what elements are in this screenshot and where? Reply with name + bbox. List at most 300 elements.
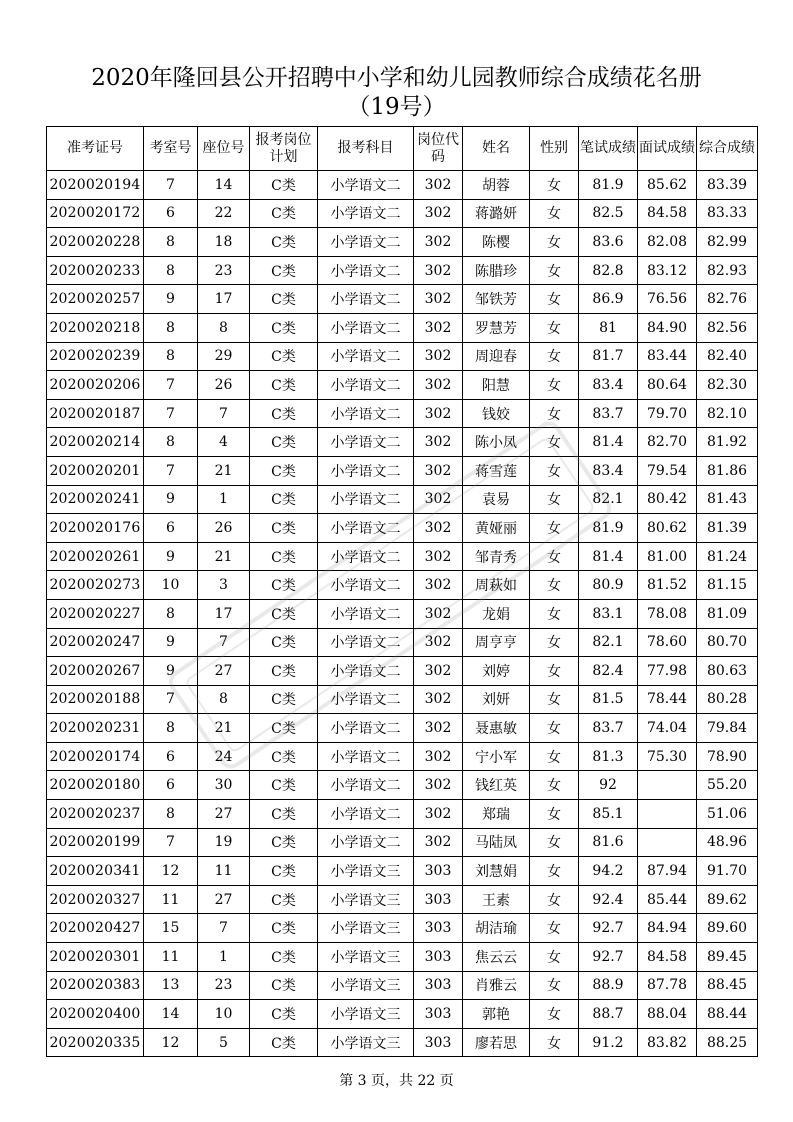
cell-seat: 14 xyxy=(198,171,250,200)
cell-plan: C类 xyxy=(250,514,318,543)
cell-name: 周萩如 xyxy=(463,571,530,600)
cell-gender: 女 xyxy=(530,828,579,857)
cell-total-score: 89.60 xyxy=(697,914,758,943)
cell-gender: 女 xyxy=(530,714,579,743)
cell-post-code: 303 xyxy=(414,914,463,943)
cell-total-score: 88.45 xyxy=(697,971,758,1000)
cell-seat: 21 xyxy=(198,456,250,485)
cell-post-code: 303 xyxy=(414,971,463,1000)
cell-total-score: 88.25 xyxy=(697,1028,758,1057)
cell-subject: 小学语文二 xyxy=(318,485,414,514)
header-seat: 座位号 xyxy=(198,127,250,171)
cell-post-code: 302 xyxy=(414,399,463,428)
cell-interview-score: 85.62 xyxy=(638,171,697,200)
cell-interview-score xyxy=(638,828,697,857)
cell-plan: C类 xyxy=(250,399,318,428)
cell-subject: 小学语文二 xyxy=(318,657,414,686)
cell-plan: C类 xyxy=(250,313,318,342)
cell-post-code: 302 xyxy=(414,313,463,342)
cell-plan: C类 xyxy=(250,371,318,400)
cell-subject: 小学语文二 xyxy=(318,742,414,771)
cell-subject: 小学语文二 xyxy=(318,342,414,371)
cell-post-code: 302 xyxy=(414,171,463,200)
cell-post-code: 302 xyxy=(414,571,463,600)
cell-total-score: 82.93 xyxy=(697,256,758,285)
cell-room: 14 xyxy=(144,1000,198,1029)
cell-exam-id: 2020020228 xyxy=(47,228,144,257)
table-row xyxy=(47,313,758,342)
cell-interview-score: 82.08 xyxy=(638,228,697,257)
cell-exam-id: 2020020187 xyxy=(47,399,144,428)
cell-exam-id: 2020020341 xyxy=(47,857,144,886)
cell-gender: 女 xyxy=(530,771,579,800)
cell-gender: 女 xyxy=(530,742,579,771)
cell-plan: C类 xyxy=(250,943,318,972)
cell-room: 7 xyxy=(144,371,198,400)
cell-room: 6 xyxy=(144,199,198,228)
cell-name: 钱红英 xyxy=(463,771,530,800)
cell-plan: C类 xyxy=(250,857,318,886)
cell-exam-id: 2020020237 xyxy=(47,800,144,829)
cell-seat: 19 xyxy=(198,828,250,857)
cell-interview-score: 76.56 xyxy=(638,285,697,314)
cell-subject: 小学语文二 xyxy=(318,228,414,257)
cell-interview-score: 84.58 xyxy=(638,199,697,228)
cell-gender: 女 xyxy=(530,428,579,457)
cell-room: 6 xyxy=(144,514,198,543)
cell-written-score: 92.7 xyxy=(579,943,638,972)
table-row xyxy=(47,828,758,857)
cell-plan: C类 xyxy=(250,256,318,285)
cell-written-score: 81 xyxy=(579,313,638,342)
cell-room: 8 xyxy=(144,714,198,743)
table-row xyxy=(47,285,758,314)
cell-subject: 小学语文二 xyxy=(318,800,414,829)
cell-written-score: 81.5 xyxy=(579,685,638,714)
cell-gender: 女 xyxy=(530,857,579,886)
table-row xyxy=(47,714,758,743)
cell-written-score: 83.4 xyxy=(579,371,638,400)
cell-name: 陈樱 xyxy=(463,228,530,257)
cell-written-score: 94.2 xyxy=(579,857,638,886)
table-row xyxy=(47,371,758,400)
cell-name: 蒋潞妍 xyxy=(463,199,530,228)
cell-written-score: 83.7 xyxy=(579,399,638,428)
table-row xyxy=(47,971,758,1000)
cell-gender: 女 xyxy=(530,685,579,714)
cell-seat: 23 xyxy=(198,971,250,1000)
cell-written-score: 80.9 xyxy=(579,571,638,600)
cell-room: 8 xyxy=(144,342,198,371)
cell-interview-score: 79.54 xyxy=(638,456,697,485)
cell-post-code: 303 xyxy=(414,1028,463,1057)
cell-total-score: 80.28 xyxy=(697,685,758,714)
cell-name: 邹铁芳 xyxy=(463,285,530,314)
cell-seat: 21 xyxy=(198,542,250,571)
cell-gender: 女 xyxy=(530,1028,579,1057)
cell-seat: 29 xyxy=(198,342,250,371)
table-row xyxy=(47,599,758,628)
cell-subject: 小学语文二 xyxy=(318,456,414,485)
cell-total-score: 91.70 xyxy=(697,857,758,886)
cell-plan: C类 xyxy=(250,657,318,686)
cell-post-code: 302 xyxy=(414,714,463,743)
cell-post-code: 302 xyxy=(414,485,463,514)
cell-gender: 女 xyxy=(530,628,579,657)
cell-gender: 女 xyxy=(530,571,579,600)
cell-plan: C类 xyxy=(250,171,318,200)
cell-written-score: 88.7 xyxy=(579,1000,638,1029)
cell-exam-id: 2020020427 xyxy=(47,914,144,943)
cell-exam-id: 2020020206 xyxy=(47,371,144,400)
cell-exam-id: 2020020327 xyxy=(47,885,144,914)
cell-written-score: 82.5 xyxy=(579,199,638,228)
cell-exam-id: 2020020174 xyxy=(47,742,144,771)
cell-subject: 小学语文二 xyxy=(318,285,414,314)
cell-gender: 女 xyxy=(530,399,579,428)
cell-subject: 小学语文二 xyxy=(318,399,414,428)
cell-exam-id: 2020020241 xyxy=(47,485,144,514)
header-plan: 报考岗位计划 xyxy=(250,127,318,171)
cell-exam-id: 2020020247 xyxy=(47,628,144,657)
cell-seat: 1 xyxy=(198,485,250,514)
header-written-score: 笔试成绩 xyxy=(579,127,638,171)
cell-subject: 小学语文三 xyxy=(318,914,414,943)
table-row xyxy=(47,171,758,200)
cell-room: 9 xyxy=(144,657,198,686)
cell-exam-id: 2020020188 xyxy=(47,685,144,714)
cell-written-score: 83.7 xyxy=(579,714,638,743)
cell-exam-id: 2020020176 xyxy=(47,514,144,543)
cell-subject: 小学语文三 xyxy=(318,857,414,886)
cell-seat: 23 xyxy=(198,256,250,285)
cell-name: 胡蓉 xyxy=(463,171,530,200)
cell-seat: 8 xyxy=(198,685,250,714)
cell-gender: 女 xyxy=(530,342,579,371)
table-body xyxy=(47,171,758,1057)
cell-plan: C类 xyxy=(250,485,318,514)
table-row xyxy=(47,342,758,371)
cell-interview-score: 77.98 xyxy=(638,657,697,686)
cell-seat: 26 xyxy=(198,514,250,543)
cell-gender: 女 xyxy=(530,371,579,400)
cell-post-code: 303 xyxy=(414,1000,463,1029)
cell-name: 邹青秀 xyxy=(463,542,530,571)
cell-gender: 女 xyxy=(530,514,579,543)
cell-written-score: 81.4 xyxy=(579,428,638,457)
cell-name: 刘妍 xyxy=(463,685,530,714)
cell-subject: 小学语文三 xyxy=(318,943,414,972)
cell-name: 肖雅云 xyxy=(463,971,530,1000)
cell-total-score: 78.90 xyxy=(697,742,758,771)
cell-written-score: 92.7 xyxy=(579,914,638,943)
cell-exam-id: 2020020400 xyxy=(47,1000,144,1029)
table-row xyxy=(47,228,758,257)
cell-total-score: 81.39 xyxy=(697,514,758,543)
cell-total-score: 82.56 xyxy=(697,313,758,342)
cell-name: 马陆凤 xyxy=(463,828,530,857)
cell-name: 周迎春 xyxy=(463,342,530,371)
cell-name: 罗慧芳 xyxy=(463,313,530,342)
cell-interview-score: 82.70 xyxy=(638,428,697,457)
cell-subject: 小学语文三 xyxy=(318,1028,414,1057)
cell-written-score: 82.4 xyxy=(579,657,638,686)
table-row xyxy=(47,1028,758,1057)
table-row xyxy=(47,428,758,457)
cell-plan: C类 xyxy=(250,1000,318,1029)
cell-interview-score: 87.78 xyxy=(638,971,697,1000)
cell-seat: 27 xyxy=(198,885,250,914)
cell-seat: 17 xyxy=(198,285,250,314)
cell-total-score: 82.40 xyxy=(697,342,758,371)
header-room: 考室号 xyxy=(144,127,198,171)
cell-exam-id: 2020020257 xyxy=(47,285,144,314)
cell-total-score: 83.33 xyxy=(697,199,758,228)
cell-name: 钱姣 xyxy=(463,399,530,428)
cell-room: 11 xyxy=(144,885,198,914)
cell-room: 12 xyxy=(144,857,198,886)
document-title: 2020年隆回县公开招聘中小学和幼儿园教师综合成绩花名册 xyxy=(91,65,702,91)
cell-written-score: 91.2 xyxy=(579,1028,638,1057)
cell-plan: C类 xyxy=(250,685,318,714)
cell-gender: 女 xyxy=(530,485,579,514)
cell-interview-score: 88.04 xyxy=(638,1000,697,1029)
cell-room: 7 xyxy=(144,828,198,857)
cell-interview-score: 83.82 xyxy=(638,1028,697,1057)
cell-interview-score: 83.12 xyxy=(638,256,697,285)
cell-seat: 10 xyxy=(198,1000,250,1029)
cell-post-code: 302 xyxy=(414,828,463,857)
cell-seat: 3 xyxy=(198,571,250,600)
cell-room: 9 xyxy=(144,285,198,314)
cell-total-score: 82.99 xyxy=(697,228,758,257)
cell-exam-id: 2020020231 xyxy=(47,714,144,743)
cell-total-score: 89.45 xyxy=(697,943,758,972)
table-row xyxy=(47,399,758,428)
cell-interview-score: 81.00 xyxy=(638,542,697,571)
cell-written-score: 81.4 xyxy=(579,542,638,571)
cell-gender: 女 xyxy=(530,971,579,1000)
cell-plan: C类 xyxy=(250,742,318,771)
cell-name: 廖若思 xyxy=(463,1028,530,1057)
cell-plan: C类 xyxy=(250,828,318,857)
cell-written-score: 83.4 xyxy=(579,456,638,485)
cell-seat: 21 xyxy=(198,714,250,743)
table-row xyxy=(47,771,758,800)
cell-name: 黄娅丽 xyxy=(463,514,530,543)
cell-gender: 女 xyxy=(530,313,579,342)
cell-interview-score: 85.44 xyxy=(638,885,697,914)
cell-plan: C类 xyxy=(250,228,318,257)
cell-plan: C类 xyxy=(250,800,318,829)
cell-written-score: 86.9 xyxy=(579,285,638,314)
cell-gender: 女 xyxy=(530,599,579,628)
cell-gender: 女 xyxy=(530,199,579,228)
cell-room: 8 xyxy=(144,313,198,342)
cell-exam-id: 2020020218 xyxy=(47,313,144,342)
header-gender: 性别 xyxy=(530,127,579,171)
cell-gender: 女 xyxy=(530,256,579,285)
cell-post-code: 302 xyxy=(414,657,463,686)
cell-subject: 小学语文二 xyxy=(318,714,414,743)
cell-seat: 4 xyxy=(198,428,250,457)
cell-room: 8 xyxy=(144,228,198,257)
cell-subject: 小学语文二 xyxy=(318,371,414,400)
cell-name: 周亨亨 xyxy=(463,628,530,657)
cell-gender: 女 xyxy=(530,456,579,485)
cell-name: 焦云云 xyxy=(463,943,530,972)
document-subtitle: （19号） xyxy=(347,94,446,120)
cell-room: 6 xyxy=(144,771,198,800)
cell-subject: 小学语文二 xyxy=(318,771,414,800)
cell-plan: C类 xyxy=(250,885,318,914)
cell-total-score: 88.44 xyxy=(697,1000,758,1029)
cell-total-score: 82.10 xyxy=(697,399,758,428)
table-row xyxy=(47,1000,758,1029)
cell-total-score: 79.84 xyxy=(697,714,758,743)
table-row xyxy=(47,657,758,686)
cell-plan: C类 xyxy=(250,428,318,457)
cell-room: 15 xyxy=(144,914,198,943)
cell-seat: 7 xyxy=(198,628,250,657)
cell-subject: 小学语文二 xyxy=(318,628,414,657)
cell-seat: 7 xyxy=(198,914,250,943)
table-row xyxy=(47,199,758,228)
cell-total-score: 81.86 xyxy=(697,456,758,485)
cell-subject: 小学语文二 xyxy=(318,542,414,571)
cell-subject: 小学语文二 xyxy=(318,199,414,228)
cell-interview-score: 87.94 xyxy=(638,857,697,886)
cell-exam-id: 2020020201 xyxy=(47,456,144,485)
cell-post-code: 302 xyxy=(414,771,463,800)
cell-exam-id: 2020020199 xyxy=(47,828,144,857)
table-header-row xyxy=(47,127,758,171)
cell-seat: 1 xyxy=(198,943,250,972)
cell-written-score: 88.9 xyxy=(579,971,638,1000)
cell-post-code: 302 xyxy=(414,342,463,371)
cell-name: 陈小凤 xyxy=(463,428,530,457)
table-row xyxy=(47,571,758,600)
cell-room: 9 xyxy=(144,485,198,514)
cell-interview-score: 78.08 xyxy=(638,599,697,628)
cell-post-code: 302 xyxy=(414,685,463,714)
table-row xyxy=(47,685,758,714)
cell-seat: 27 xyxy=(198,800,250,829)
page-footer: 第 3 页，共 22 页 xyxy=(339,1073,454,1089)
cell-subject: 小学语文二 xyxy=(318,428,414,457)
cell-interview-score: 83.44 xyxy=(638,342,697,371)
cell-exam-id: 2020020335 xyxy=(47,1028,144,1057)
cell-written-score: 83.1 xyxy=(579,599,638,628)
cell-interview-score: 78.44 xyxy=(638,685,697,714)
cell-interview-score: 81.52 xyxy=(638,571,697,600)
cell-plan: C类 xyxy=(250,771,318,800)
cell-exam-id: 2020020194 xyxy=(47,171,144,200)
cell-written-score: 81.7 xyxy=(579,342,638,371)
header-post-code: 岗位代码 xyxy=(414,127,463,171)
cell-written-score: 92 xyxy=(579,771,638,800)
cell-gender: 女 xyxy=(530,800,579,829)
cell-subject: 小学语文二 xyxy=(318,313,414,342)
cell-room: 9 xyxy=(144,542,198,571)
cell-plan: C类 xyxy=(250,342,318,371)
table-row xyxy=(47,800,758,829)
cell-plan: C类 xyxy=(250,456,318,485)
cell-total-score: 82.76 xyxy=(697,285,758,314)
cell-name: 刘婷 xyxy=(463,657,530,686)
cell-total-score: 51.06 xyxy=(697,800,758,829)
cell-seat: 5 xyxy=(198,1028,250,1057)
cell-written-score: 92.4 xyxy=(579,885,638,914)
table-row xyxy=(47,914,758,943)
cell-post-code: 302 xyxy=(414,628,463,657)
cell-exam-id: 2020020180 xyxy=(47,771,144,800)
cell-subject: 小学语文二 xyxy=(318,571,414,600)
cell-name: 阳慧 xyxy=(463,371,530,400)
cell-total-score: 81.92 xyxy=(697,428,758,457)
cell-name: 蒋雪莲 xyxy=(463,456,530,485)
cell-post-code: 302 xyxy=(414,428,463,457)
cell-written-score: 81.3 xyxy=(579,742,638,771)
cell-plan: C类 xyxy=(250,542,318,571)
cell-seat: 22 xyxy=(198,199,250,228)
table-row xyxy=(47,256,758,285)
cell-room: 8 xyxy=(144,599,198,628)
cell-exam-id: 2020020214 xyxy=(47,428,144,457)
cell-gender: 女 xyxy=(530,885,579,914)
cell-plan: C类 xyxy=(250,628,318,657)
cell-seat: 30 xyxy=(198,771,250,800)
header-name: 姓名 xyxy=(463,127,530,171)
cell-exam-id: 2020020301 xyxy=(47,943,144,972)
cell-written-score: 85.1 xyxy=(579,800,638,829)
cell-name: 王素 xyxy=(463,885,530,914)
cell-gender: 女 xyxy=(530,285,579,314)
cell-post-code: 302 xyxy=(414,456,463,485)
cell-interview-score: 84.90 xyxy=(638,313,697,342)
cell-room: 10 xyxy=(144,571,198,600)
cell-exam-id: 2020020239 xyxy=(47,342,144,371)
cell-interview-score: 80.64 xyxy=(638,371,697,400)
cell-room: 7 xyxy=(144,456,198,485)
cell-post-code: 302 xyxy=(414,800,463,829)
cell-subject: 小学语文二 xyxy=(318,685,414,714)
cell-room: 13 xyxy=(144,971,198,1000)
cell-total-score: 48.96 xyxy=(697,828,758,857)
cell-plan: C类 xyxy=(250,571,318,600)
table-row xyxy=(47,542,758,571)
cell-total-score: 80.70 xyxy=(697,628,758,657)
cell-post-code: 302 xyxy=(414,199,463,228)
cell-interview-score: 78.60 xyxy=(638,628,697,657)
cell-plan: C类 xyxy=(250,599,318,628)
cell-room: 7 xyxy=(144,171,198,200)
cell-exam-id: 2020020267 xyxy=(47,657,144,686)
cell-name: 陈腊珍 xyxy=(463,256,530,285)
cell-name: 刘慧娟 xyxy=(463,857,530,886)
cell-total-score: 83.39 xyxy=(697,171,758,200)
cell-room: 9 xyxy=(144,628,198,657)
cell-gender: 女 xyxy=(530,228,579,257)
cell-interview-score: 84.94 xyxy=(638,914,697,943)
cell-written-score: 82.8 xyxy=(579,256,638,285)
cell-post-code: 302 xyxy=(414,514,463,543)
cell-exam-id: 2020020261 xyxy=(47,542,144,571)
cell-seat: 27 xyxy=(198,657,250,686)
cell-subject: 小学语文三 xyxy=(318,971,414,1000)
cell-room: 6 xyxy=(144,742,198,771)
cell-total-score: 81.43 xyxy=(697,485,758,514)
